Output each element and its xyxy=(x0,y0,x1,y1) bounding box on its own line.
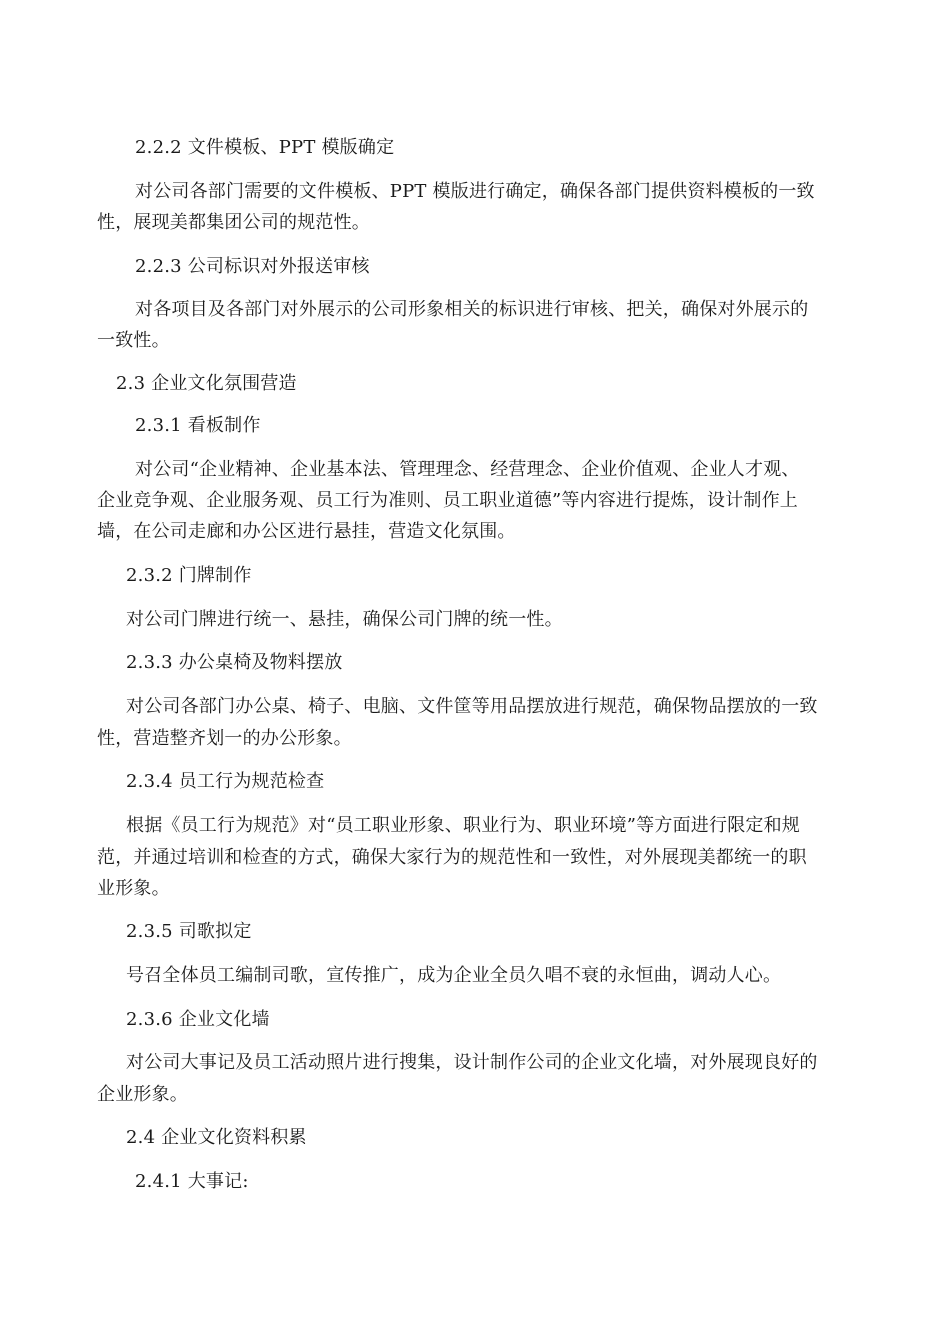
paragraph-line: 对公司门牌进行统一、悬挂，确保公司门牌的统一性。 xyxy=(126,609,563,630)
heading-2-3-3: 2.3.3 办公桌椅及物料摆放 xyxy=(126,652,343,673)
paragraph-line: 一致性。 xyxy=(97,330,170,351)
paragraph-line: 墙，在公司走廊和办公区进行悬挂，营造文化氛围。 xyxy=(97,521,516,542)
paragraph-line: 对公司大事记及员工活动照片进行搜集，设计制作公司的企业文化墙，对外展现良好的 xyxy=(126,1052,818,1073)
heading-2-3-6: 2.3.6 企业文化墙 xyxy=(126,1009,270,1030)
paragraph-line: 企业竞争观、企业服务观、员工行为准则、员工职业道德”等内容进行提炼，设计制作上 xyxy=(97,490,798,511)
paragraph-line: 对公司各部门需要的文件模板、PPT 模版进行确定，确保各部门提供资料模板的一致 xyxy=(135,181,815,202)
heading-2-4-1: 2.4.1 大事记: xyxy=(135,1171,249,1192)
paragraph-line: 对各项目及各部门对外展示的公司形象相关的标识进行审核、把关，确保对外展示的 xyxy=(135,299,809,320)
paragraph-line: 性，展现美都集团公司的规范性。 xyxy=(97,212,370,233)
heading-2-3-1: 2.3.1 看板制作 xyxy=(135,415,261,436)
paragraph-line: 根据《员工行为规范》对“员工职业形象、职业行为、职业环境”等方面进行限定和规 xyxy=(126,815,801,836)
paragraph-line: 企业形象。 xyxy=(97,1084,188,1105)
heading-2-2-3: 2.2.3 公司标识对外报送审核 xyxy=(135,256,370,277)
paragraph-line: 对公司各部门办公桌、椅子、电脑、文件筐等用品摆放进行规范，确保物品摆放的一致 xyxy=(126,696,818,717)
heading-2-3-2: 2.3.2 门牌制作 xyxy=(126,565,252,586)
paragraph-line: 性，营造整齐划一的办公形象。 xyxy=(97,728,352,749)
heading-2-2-2: 2.2.2 文件模板、PPT 模版确定 xyxy=(135,137,395,158)
paragraph-line: 号召全体员工编制司歌，宣传推广，成为企业全员久唱不衰的永恒曲，调动人心。 xyxy=(126,965,782,986)
heading-2-3-5: 2.3.5 司歌拟定 xyxy=(126,921,252,942)
heading-2-4: 2.4 企业文化资料积累 xyxy=(126,1127,307,1148)
paragraph-line: 对公司“企业精神、企业基本法、管理理念、经营理念、企业价值观、企业人才观、 xyxy=(135,459,800,480)
paragraph-line: 范，并通过培训和检查的方式，确保大家行为的规范性和一致性，对外展现美都统一的职 xyxy=(97,847,807,868)
heading-2-3: 2.3 企业文化氛围营造 xyxy=(116,373,297,394)
heading-2-3-4: 2.3.4 员工行为规范检查 xyxy=(126,771,325,792)
paragraph-line: 业形象。 xyxy=(97,878,170,899)
